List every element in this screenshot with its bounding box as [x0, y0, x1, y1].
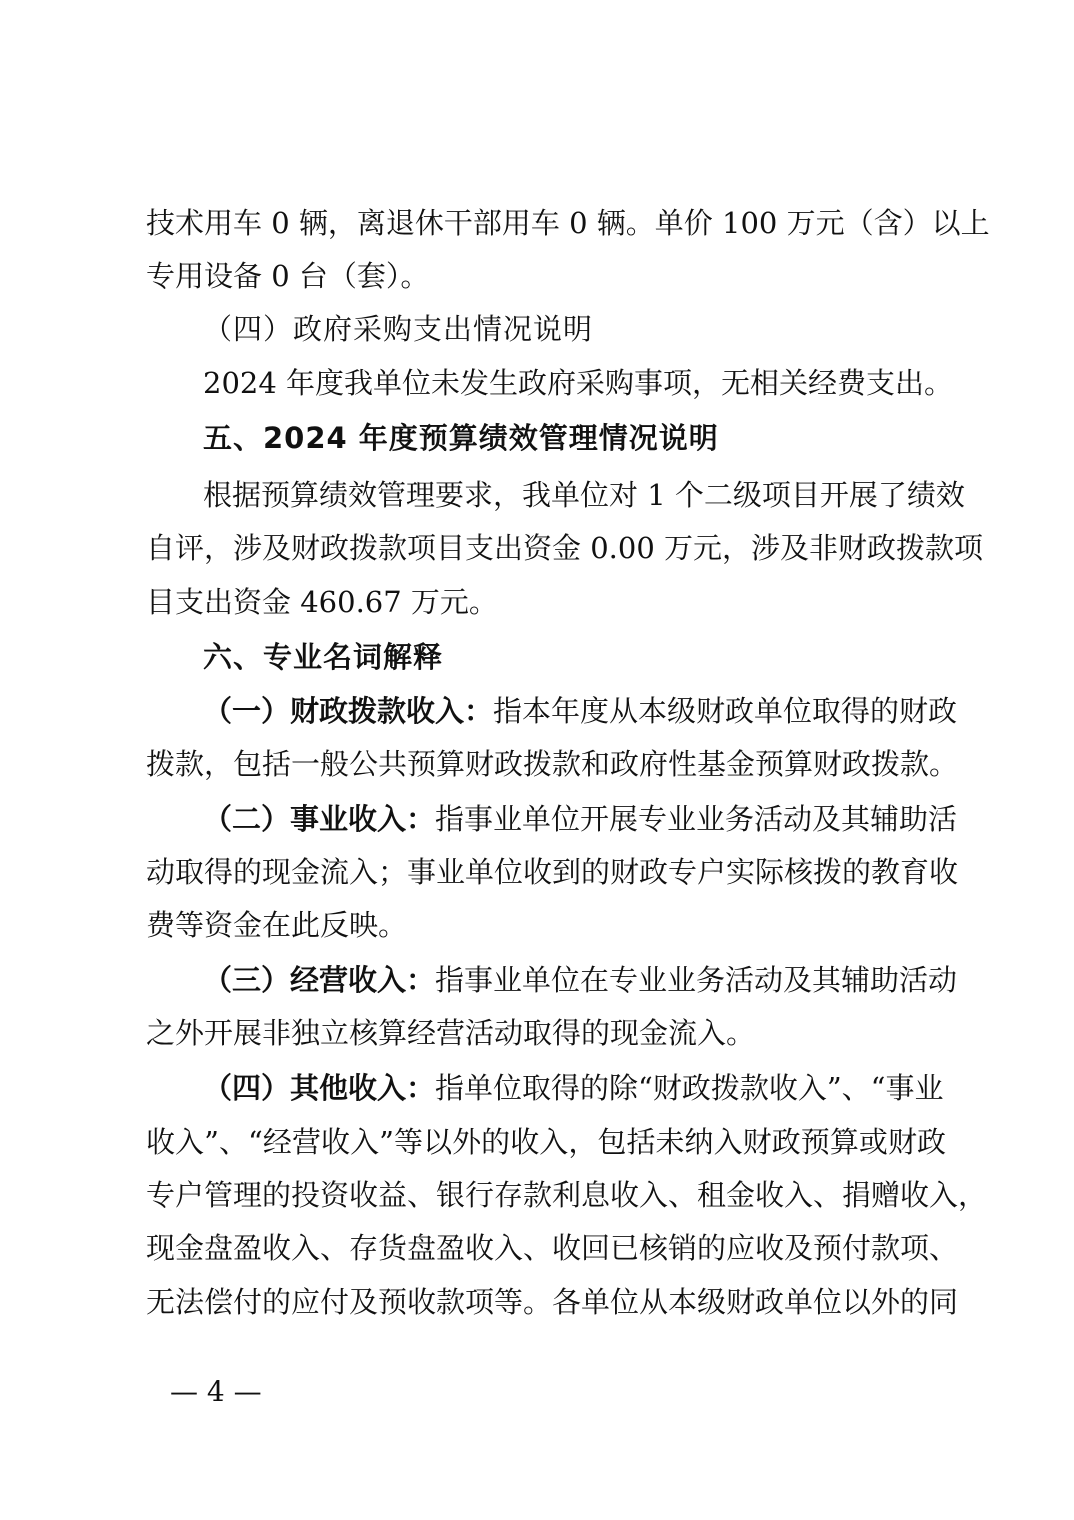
section-heading-procurement: （四）政府采购支出情况说明 — [203, 312, 594, 346]
section-heading-performance: 五、2024 年度预算绩效管理情况说明 — [203, 421, 719, 455]
glossary-item-business-income — [203, 799, 958, 839]
page-number: — 4 — — [170, 1375, 262, 1408]
body-text-line: 技术用车 0 辆，离退休干部用车 0 辆。单价 100 万元（含）以上 — [146, 206, 990, 240]
glossary-item-operating-income — [203, 960, 958, 1000]
glossary-term: （三）经营收入： — [203, 963, 436, 997]
glossary-term: （二）事业收入： — [203, 802, 436, 836]
section-heading-glossary: 六、专业名词解释 — [203, 640, 444, 674]
body-text-line: 收入”、“经营收入”等以外的收入，包括未纳入财政预算或财政 — [146, 1125, 946, 1159]
body-text-line: 拨款，包括一般公共预算财政拨款和政府性基金预算财政拨款。 — [146, 747, 959, 781]
body-text-line: 专户管理的投资收益、银行存款利息收入、租金收入、捐赠收入， — [146, 1178, 988, 1212]
glossary-item-fiscal-appropriation — [203, 691, 958, 731]
body-text-line: 根据预算绩效管理要求，我单位对 1 个二级项目开展了绩效 — [203, 478, 965, 512]
body-text-line: 动取得的现金流入；事业单位收到的财政专户实际核拨的教育收 — [146, 855, 959, 889]
body-text-line: 目支出资金 460.67 万元。 — [146, 585, 498, 619]
body-text-line: 专用设备 0 台（套）。 — [146, 259, 430, 293]
body-text-line: 现金盘盈收入、存货盘盈收入、收回已核销的应收及预付款项、 — [146, 1231, 959, 1265]
glossary-term: （一）财政拨款收入： — [203, 694, 494, 728]
body-text-line: 费等资金在此反映。 — [146, 908, 408, 942]
glossary-definition: 指事业单位在专业业务活动及其辅助活动 — [435, 963, 958, 997]
body-text-line: 自评，涉及财政拨款项目支出资金 0.00 万元，涉及非财政拨款项 — [146, 531, 984, 565]
body-text-line: 2024 年度我单位未发生政府采购事项，无相关经费支出。 — [203, 366, 954, 400]
body-text-line: 无法偿付的应付及预收款项等。各单位从本级财政单位以外的同 — [146, 1285, 959, 1319]
glossary-definition: 指事业单位开展专业业务活动及其辅助活 — [435, 802, 958, 836]
glossary-definition: 指本年度从本级财政单位取得的财政 — [493, 694, 958, 728]
glossary-term: （四）其他收入： — [203, 1071, 436, 1105]
glossary-item-other-income — [203, 1068, 943, 1108]
glossary-definition: 指单位取得的除“财政拨款收入”、“事业 — [435, 1071, 944, 1105]
body-text-line: 之外开展非独立核算经营活动取得的现金流入。 — [146, 1016, 756, 1050]
